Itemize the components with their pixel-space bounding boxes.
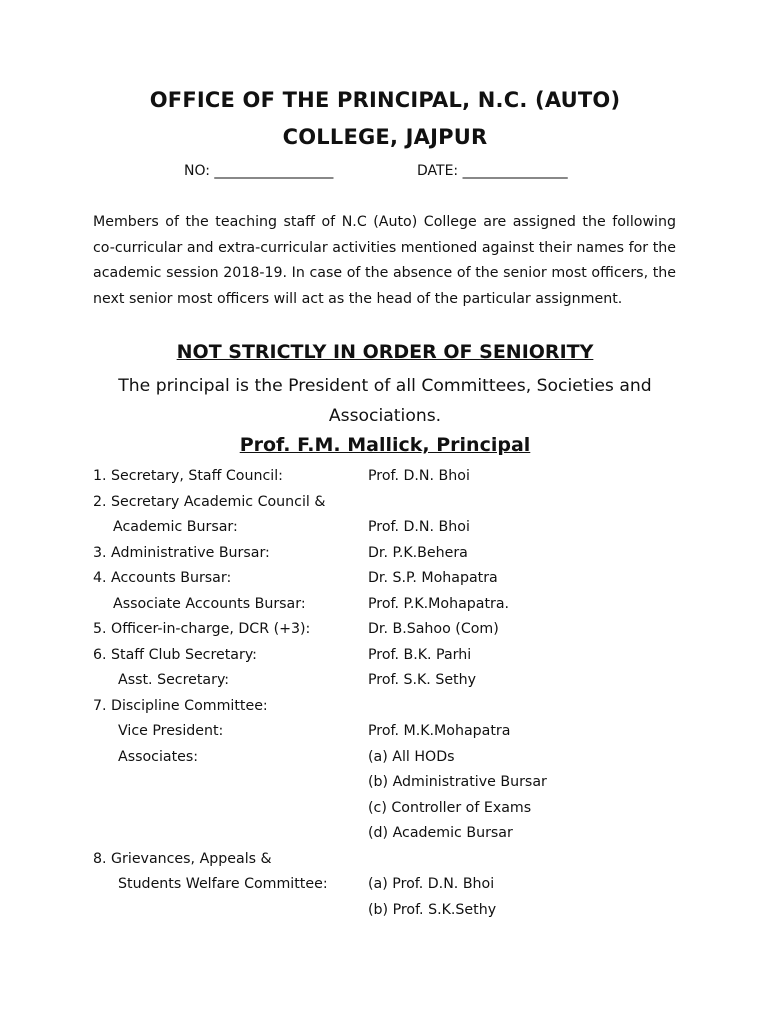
assignment-value: (c) Controller of Exams xyxy=(368,799,532,816)
list-item xyxy=(0,695,770,721)
list-item xyxy=(0,797,770,823)
list-item xyxy=(0,720,770,746)
assignment-label: Academic Bursar: xyxy=(113,519,238,535)
list-item xyxy=(0,542,770,568)
list-item xyxy=(0,465,770,491)
assignment-value: Prof. P.K.Mohapatra. xyxy=(368,595,510,612)
seniority-heading: NOT STRICTLY IN ORDER OF SENIORITY xyxy=(176,341,594,363)
assignment-label: 8. Grievances, Appeals & xyxy=(93,850,272,867)
assignment-value: (d) Academic Bursar xyxy=(368,825,513,841)
list-item xyxy=(0,669,770,695)
intro-paragraph: Members of the teaching staff of N.C (Auto) College are assigned the following co-curricular and extra-curricular activities mentioned against their names for the academic session 2018-19. In case of the absence of the senior most officers, the next senior most officers will act as the head of the particular assignment. xyxy=(93,214,676,307)
assignment-label: Students Welfare Committee: xyxy=(118,876,328,892)
principal-heading: Prof. F.M. Mallick, Principal xyxy=(239,434,531,456)
assignment-value: Dr. B.Sahoo (Com) xyxy=(368,621,499,637)
list-item xyxy=(0,899,770,925)
assignment-label: 6. Staff Club Secretary: xyxy=(93,646,257,663)
assignment-value: (a) All HODs xyxy=(368,748,455,765)
assignment-value: Prof. S.K. Sethy xyxy=(368,672,477,688)
assignment-value: Prof. B.K. Parhi xyxy=(368,646,472,663)
assignment-label: 3. Administrative Bursar: xyxy=(93,544,270,561)
assignment-label: 4. Accounts Bursar: xyxy=(93,570,232,586)
list-item xyxy=(0,644,770,670)
list-item xyxy=(0,567,770,593)
office-title-line1: OFFICE OF THE PRINCIPAL, N.C. (AUTO) xyxy=(149,88,621,112)
assignment-label: 1. Secretary, Staff Council: xyxy=(93,468,283,484)
list-item xyxy=(0,618,770,644)
assignment-label: 7. Discipline Committee: xyxy=(93,697,268,714)
assignment-value: (b) Administrative Bursar xyxy=(368,774,547,790)
assignment-value: (a) Prof. D.N. Bhoi xyxy=(368,876,495,892)
assignment-label: Asst. Secretary: xyxy=(118,672,230,688)
list-item xyxy=(0,822,770,848)
reference-number-field: NO: _________________ xyxy=(184,163,334,179)
assignment-value: Prof. M.K.Mohapatra xyxy=(368,723,511,739)
assignment-value: Dr. P.K.Behera xyxy=(368,544,468,561)
list-item xyxy=(0,873,770,899)
list-item xyxy=(0,593,770,619)
date-field: DATE: _______________ xyxy=(417,163,568,179)
assignment-value: Dr. S.P. Mohapatra xyxy=(368,570,498,586)
list-item xyxy=(0,491,770,517)
assignment-value: Prof. D.N. Bhoi xyxy=(368,519,470,535)
assignment-label: Vice President: xyxy=(118,723,224,739)
assignment-value: Prof. D.N. Bhoi xyxy=(368,468,470,484)
president-note: The principal is the President of all Committees, Societies and Associations. xyxy=(118,376,652,426)
list-item xyxy=(0,771,770,797)
assignment-value: (b) Prof. S.K.Sethy xyxy=(368,901,497,918)
list-item xyxy=(0,848,770,874)
assignment-label: Associate Accounts Bursar: xyxy=(113,595,306,612)
office-title-line2: COLLEGE, JAJPUR xyxy=(282,125,488,149)
assignment-label: Associates: xyxy=(118,748,199,765)
list-item xyxy=(0,746,770,772)
assignment-label: 5. Officer-in-charge, DCR (+3): xyxy=(93,621,311,637)
list-item xyxy=(0,516,770,542)
assignment-label: 2. Secretary Academic Council & xyxy=(93,493,326,510)
assignment-list xyxy=(0,465,770,924)
